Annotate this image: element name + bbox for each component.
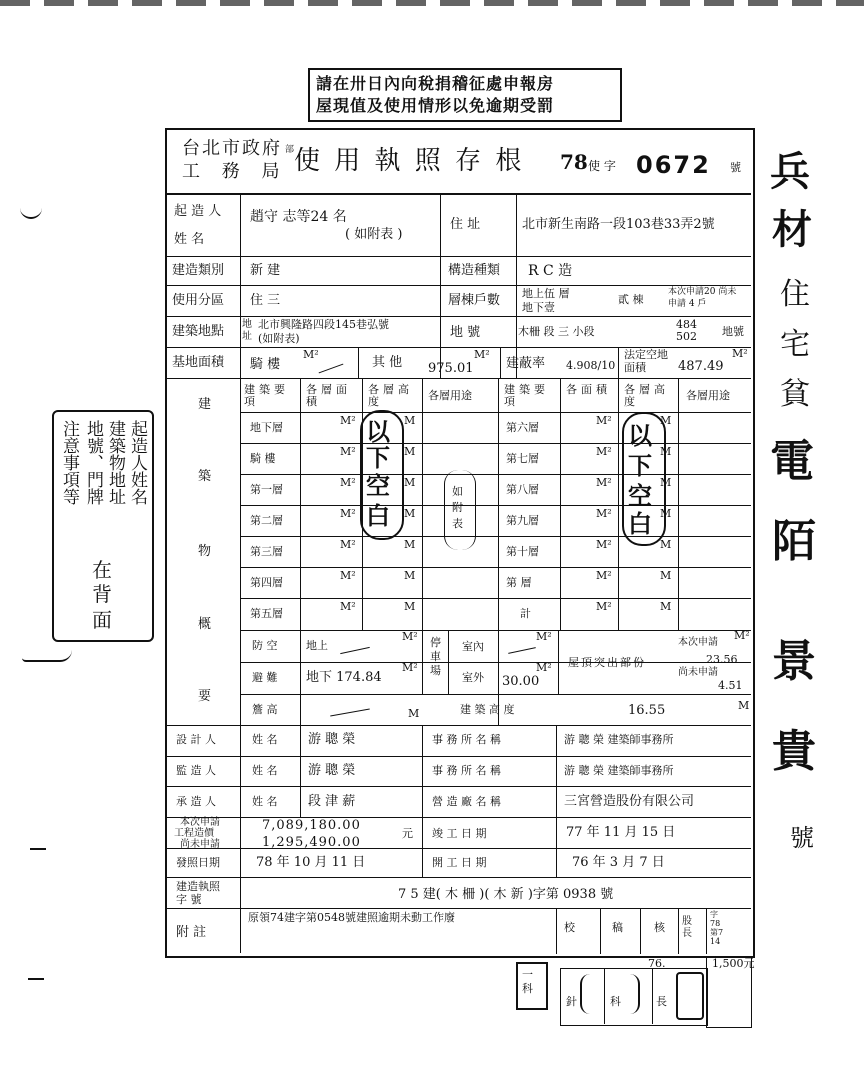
blank-char: 以 xyxy=(366,418,390,446)
grid-row xyxy=(240,598,751,599)
roof-val1: 23.56 xyxy=(706,653,738,666)
floor-label: 第九層 xyxy=(506,514,539,527)
site-addr-prefix: 地址 xyxy=(242,319,252,342)
bottom-stamp-label: 針 xyxy=(566,995,577,1008)
grid-header: 建築要項 xyxy=(244,383,289,408)
tax-notice-line2: 屋現值及使用情形以免逾期受罰 xyxy=(316,96,555,115)
margin-handwriting: 宅 xyxy=(780,327,810,362)
side-note-col3: 建築物地址 xyxy=(105,420,125,505)
cost-apply: 本次申請 xyxy=(180,817,220,828)
finish-date: 77 年 11 月 15 日 xyxy=(566,825,676,840)
bottom-stamp-label: 科 xyxy=(610,995,621,1008)
unit-label: M xyxy=(660,600,672,613)
grid-row xyxy=(240,536,751,537)
category-value: 新 建 xyxy=(250,263,281,278)
owner-label2: 姓 名 xyxy=(174,232,205,247)
grid-line xyxy=(498,378,499,725)
blank-char: 白 xyxy=(628,510,652,538)
permit-number: 0672 xyxy=(636,151,711,179)
area-label: 基地面積 xyxy=(172,355,225,370)
bldg-side-label: 要 xyxy=(198,689,212,704)
usage-value: 住 三 xyxy=(250,293,281,308)
blank-char: 空 xyxy=(628,482,652,510)
issue-label: 發照日期 xyxy=(176,856,220,869)
designer-name: 游 聰 榮 xyxy=(308,732,356,747)
blank-char: 空 xyxy=(366,472,390,500)
margin-handwriting: 兵 xyxy=(770,149,810,195)
grid-line xyxy=(678,378,679,630)
grid-header: 各面積 xyxy=(566,383,611,396)
remark-label: 附 註 xyxy=(176,925,207,940)
unit-label: M xyxy=(404,507,416,520)
floor-label: 地下層 xyxy=(250,421,283,434)
roof-m2: M² xyxy=(734,629,750,642)
unit-label: M² xyxy=(340,569,356,582)
col-line xyxy=(516,193,517,378)
grid-row xyxy=(240,567,751,568)
agency-line1: 台北市政府 xyxy=(182,138,282,159)
floor-label: 第十層 xyxy=(506,545,539,558)
unit-label: M xyxy=(404,414,416,427)
floors-bldg: 貳 棟 xyxy=(618,293,644,306)
unit-label: M² xyxy=(596,476,612,489)
cost-unit: 元 xyxy=(402,827,413,840)
unit-label: M² xyxy=(596,569,612,582)
agency-line2: 工 務 局 xyxy=(182,161,288,182)
permit-title: 使 用 執 照 存 根 xyxy=(294,146,525,176)
margin-handwriting: 材 xyxy=(772,207,812,253)
parking-indoor: 室內 xyxy=(462,640,484,653)
middle-note: 表 xyxy=(452,517,463,530)
unit-label: M² xyxy=(596,445,612,458)
permit-label2: 字 號 xyxy=(176,893,202,906)
signature-scribble xyxy=(580,974,604,1014)
struct-label: 構造種類 xyxy=(448,263,501,278)
side-note-col1: 注意事項等 xyxy=(59,420,79,505)
side-note-tail1: 在 xyxy=(92,558,112,582)
bldg-height-value: 16.55 xyxy=(628,703,666,718)
row-line xyxy=(166,877,751,878)
finish-label: 竣 工 日 期 xyxy=(432,827,487,840)
floor-label: 第 層 xyxy=(506,576,532,589)
grid-line xyxy=(618,378,619,630)
side-note-col4: 起造人姓名 xyxy=(127,420,147,505)
middle-note: 如 xyxy=(452,485,463,498)
site-addr2: (如附表) xyxy=(258,332,300,345)
eave-unit: M xyxy=(408,707,420,720)
start-label: 開 工 日 期 xyxy=(432,856,487,869)
scan-edge xyxy=(0,0,864,6)
unit-label: M xyxy=(660,476,672,489)
grid-row xyxy=(240,694,751,695)
col-line xyxy=(558,630,559,694)
supervisor-name-label: 姓 名 xyxy=(252,764,278,777)
grid-line xyxy=(300,378,301,725)
approval-col: 稿 xyxy=(612,921,623,934)
floor-label: 第四層 xyxy=(250,576,283,589)
lot-value: 木柵 段 三 小段 xyxy=(518,325,595,338)
unit-label: M² xyxy=(340,507,356,520)
coverage-value: 4.908/10 xyxy=(566,359,616,372)
unit-label: M xyxy=(660,569,672,582)
floor-label: 第五層 xyxy=(250,607,283,620)
unit-label: M xyxy=(660,414,672,427)
issue-date: 78 年 10 月 11 日 xyxy=(256,855,366,870)
bottom-stamp-label: 長 xyxy=(656,995,667,1008)
col-line xyxy=(618,347,619,378)
signature-scribble xyxy=(612,974,640,1014)
roof-pending: 尚未申請 xyxy=(678,667,718,678)
grid-header: 各層用途 xyxy=(686,389,730,402)
unit-label: M² xyxy=(340,538,356,551)
margin-handwriting: 號 xyxy=(790,824,814,852)
area-arcade: 騎 樓 xyxy=(250,357,281,372)
designer-name-label: 姓 名 xyxy=(252,733,278,746)
grid-row xyxy=(240,443,751,444)
tax-notice-line1: 請在卅日內向稅捐稽征處申報房 xyxy=(316,74,555,93)
col-line xyxy=(422,725,423,877)
site-addr: 北市興隆路四段145巷弘號 xyxy=(258,318,389,331)
label-col-line xyxy=(240,193,241,953)
margin-mark xyxy=(28,978,44,980)
parking-m2: M² xyxy=(536,630,552,643)
col-line xyxy=(300,725,301,817)
bldg-height-label: 建 築 高 度 xyxy=(460,703,515,716)
unit-label: M² xyxy=(340,600,356,613)
unit-label: M xyxy=(660,538,672,551)
remark-value: 原領74建字第0548號建照逾期未動工作廢 xyxy=(248,911,455,924)
section-seal-text: 一科 xyxy=(522,968,533,995)
unit-label: M² xyxy=(340,414,356,427)
designer-label: 設 計 人 xyxy=(176,733,216,746)
col-line xyxy=(440,193,441,378)
small-seal xyxy=(706,956,752,1028)
parking-outdoor: 室外 xyxy=(462,671,484,684)
roof-apply: 本次申請 xyxy=(678,637,718,648)
grid-header: 各層高度 xyxy=(368,383,413,408)
legal-label: 法定空地面積 xyxy=(624,348,668,374)
start-date: 76 年 3 月 7 日 xyxy=(572,855,665,870)
unit-label: M² xyxy=(596,507,612,520)
supervisor-office: 游 聰 榮 建築師事務所 xyxy=(564,764,674,777)
supervisor-office-label: 事 務 所 名 稱 xyxy=(432,764,501,777)
grid-header: 建築要項 xyxy=(504,383,549,408)
grid-header: 各層高度 xyxy=(624,383,669,408)
usage-label: 使用分區 xyxy=(172,293,225,308)
contractor-name: 段 津 薪 xyxy=(308,794,356,809)
col-line xyxy=(678,908,679,954)
grid-row xyxy=(240,412,751,413)
unit-label: M xyxy=(404,569,416,582)
approval-col: 核 xyxy=(654,921,665,934)
floor-label: 第八層 xyxy=(506,483,539,496)
middle-note: 附 xyxy=(452,501,463,514)
unit-label: M xyxy=(404,538,416,551)
col-line xyxy=(706,908,707,954)
margin-mark xyxy=(22,650,72,662)
eave-label: 簷 高 xyxy=(252,703,278,716)
area-other-m2: M² xyxy=(474,348,490,361)
cost-pending: 尚未申請 xyxy=(180,839,220,850)
floor-label: 第七層 xyxy=(506,452,539,465)
blank-char: 下 xyxy=(366,444,390,472)
grid-line xyxy=(422,378,423,630)
margin-handwriting: 陌 xyxy=(772,516,816,567)
row-line xyxy=(166,725,751,726)
row-line xyxy=(166,756,751,757)
roof-val2: 4.51 xyxy=(718,679,743,692)
col-line xyxy=(500,347,501,378)
unit-label: M² xyxy=(596,538,612,551)
grid-line xyxy=(560,378,561,630)
owner-sub: ( 如附表 ) xyxy=(345,227,403,242)
legal-m2: M² xyxy=(732,347,748,360)
col-line xyxy=(422,630,423,694)
bldg-side-label: 概 xyxy=(198,617,212,632)
bldg-side-label: 物 xyxy=(198,544,212,559)
designer-office: 游 聰 榮 建築師事務所 xyxy=(564,733,674,746)
bldg-side-label: 建 xyxy=(198,397,212,412)
tax-notice-stamp xyxy=(308,68,622,122)
parking-m2: M² xyxy=(536,661,552,674)
blank-char: 下 xyxy=(628,452,652,480)
unit-label: M xyxy=(404,445,416,458)
shelter-label1: 防 空 xyxy=(252,639,278,652)
cost-label: 工程造價 xyxy=(174,828,214,839)
row-line xyxy=(166,848,751,849)
floor-label: 騎 樓 xyxy=(250,452,276,465)
lot-label: 地 號 xyxy=(450,325,481,340)
row-line xyxy=(166,786,751,787)
approval-col: 股長 xyxy=(682,916,692,939)
parking-outdoor-val: 30.00 xyxy=(502,674,540,689)
grid-header: 各層用途 xyxy=(428,389,472,402)
approval-tail: 字 78 第7 14 xyxy=(710,910,724,946)
floor-label: 第一層 xyxy=(250,483,283,496)
grid-row xyxy=(240,505,751,506)
shelter-above: 地上 xyxy=(306,639,328,652)
permit-zi-label: 使 字 xyxy=(588,159,616,173)
agency-small: 部 xyxy=(285,145,295,155)
category-label: 建造類別 xyxy=(172,263,225,278)
grid-row xyxy=(240,630,751,631)
grid-row xyxy=(240,474,751,475)
blank-char: 白 xyxy=(366,502,390,530)
margin-mark xyxy=(30,848,46,850)
unit-label: M² xyxy=(596,600,612,613)
bldg-side-label: 築 xyxy=(198,469,212,484)
col-line xyxy=(604,968,605,1024)
owner-label1: 起 造 人 xyxy=(174,204,222,219)
row-line xyxy=(166,285,751,286)
row-line xyxy=(166,256,751,257)
margin-handwriting: 住 xyxy=(780,277,810,312)
permit-label1: 建造執照 xyxy=(176,880,220,893)
struct-value: R C 造 xyxy=(528,263,573,279)
unit-label: M² xyxy=(340,445,356,458)
row-line xyxy=(166,817,751,818)
contractor-office: 三宮營造股份有限公司 xyxy=(564,794,695,809)
floors-households: 本次申請20 尚未申請 4 戶 xyxy=(668,287,737,309)
side-note-tail3: 面 xyxy=(92,608,112,632)
floor-label: 第二層 xyxy=(250,514,283,527)
supervisor-label: 監 造 人 xyxy=(176,764,216,777)
supervisor-name: 游 聰 榮 xyxy=(308,763,356,778)
floor-label: 第六層 xyxy=(506,421,539,434)
coverage-label: 建蔽率 xyxy=(506,356,546,371)
roof-label: 屋頂突出部份 xyxy=(568,656,646,669)
fee-value: 76. xyxy=(648,957,666,970)
margin-handwriting: 電 xyxy=(770,436,814,487)
site-label: 建築地點 xyxy=(172,324,225,339)
contractor-office-label: 營 造 廠 名 稱 xyxy=(432,795,501,808)
row-line xyxy=(166,316,751,317)
margin-mark xyxy=(20,205,42,219)
floor-label: 第三層 xyxy=(250,545,283,558)
unit-label: M² xyxy=(596,414,612,427)
permit-hao: 號 xyxy=(730,161,741,174)
shelter-m2: M² xyxy=(402,630,418,643)
cost-apply-val: 7,089,180.00 xyxy=(262,818,361,833)
area-m2: M² xyxy=(303,348,319,361)
shelter-label2: 避 難 xyxy=(252,671,278,684)
side-note-stamp xyxy=(52,410,154,642)
grid-header: 各層面積 xyxy=(306,383,351,408)
margin-handwriting: 景 xyxy=(772,636,816,687)
cost-pending-val: 1,295,490.00 xyxy=(262,835,361,850)
permit-value: 7 5 建( 木 柵 )( 木 新 )字第 0938 號 xyxy=(398,887,614,902)
lot-tail: 地號 xyxy=(722,325,744,338)
permit-year: 78 xyxy=(560,150,588,174)
designer-office-label: 事 務 所 名 稱 xyxy=(432,733,501,746)
floors-label: 層棟戶數 xyxy=(448,293,501,308)
floors-below: 地下壹 xyxy=(522,301,555,314)
floor-label: 計 xyxy=(520,607,531,620)
legal-val: 487.49 xyxy=(678,359,724,374)
col-line xyxy=(652,968,653,1024)
blank-char: 以 xyxy=(628,422,652,450)
area-other: 其 他 xyxy=(372,355,403,370)
unit-label: M² xyxy=(340,476,356,489)
lot-numbers: 484 502 xyxy=(676,318,697,343)
floors-above: 地上伍 層 xyxy=(522,287,570,300)
contractor-label: 承 造 人 xyxy=(176,795,216,808)
area-other-val: 975.01 xyxy=(428,361,474,376)
col-line xyxy=(556,725,557,877)
addr-label: 住 址 xyxy=(450,217,481,232)
addr-value: 北市新生南路一段103巷33弄2號 xyxy=(522,217,715,232)
col-line xyxy=(600,908,601,954)
row-line xyxy=(166,193,751,195)
col-line xyxy=(640,908,641,954)
unit-label: M xyxy=(404,600,416,613)
unit-label: M xyxy=(660,445,672,458)
margin-handwriting: 貴 xyxy=(772,726,816,777)
row-line xyxy=(166,378,751,379)
signature-scribble xyxy=(676,972,704,1020)
unit-label: M xyxy=(660,507,672,520)
owner-value: 趙守 志等24 名 xyxy=(250,209,347,225)
shelter-below: 地下 174.84 xyxy=(306,670,382,685)
fee-value2: 1,500元 xyxy=(712,957,755,970)
margin-handwriting: 貧 xyxy=(780,377,810,412)
contractor-name-label: 姓 名 xyxy=(252,795,278,808)
side-note-tail2: 背 xyxy=(92,582,112,606)
approval-col: 校 xyxy=(564,921,575,934)
shelter-m2: M² xyxy=(402,661,418,674)
parking-label: 停車場 xyxy=(430,636,441,677)
bldg-height-unit: M xyxy=(738,699,750,712)
col-line xyxy=(358,347,359,378)
side-note-col2: 地號、門牌 xyxy=(83,420,103,505)
unit-label: M xyxy=(404,476,416,489)
